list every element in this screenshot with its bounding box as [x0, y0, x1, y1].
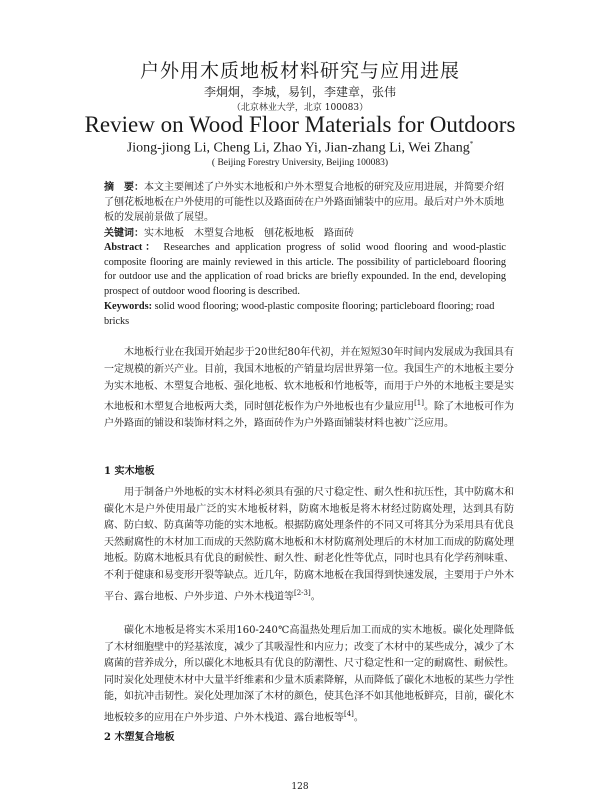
paragraph-text: 碳化木地板是将实木采用160-240℃高温热处理后加工而成的实木地板。碳化处理降低了木材细胞壁中的羟基浓度，减少了其吸湿性和内应力；改变了木材中的某些成分，减少了木腐菌的营养成分，所以碳化木地板具有优良的防潮性、尺寸稳定性和一定的耐腐性、耐候性。同时炭化处理使木材中大量半纤维素和少量木质素降解，从而降低了碳化木地板的某些力学性能，如抗冲击韧性。炭化处理加深了木材的颜色，使其色泽不如其他地板鲜亮，目前，碳化木地板较多的应用在户外步道、户外木栈道、露台地板等 [104, 625, 514, 724]
intro-paragraph [104, 344, 514, 432]
page-number: 128 [291, 782, 309, 792]
paper-title-en: Review on Wood Floor Materials for Outdoors [84, 112, 516, 137]
affiliation-en: ( Beijing Forestry University, Beijing 100083) [211, 158, 389, 168]
section-heading-2: 2 木塑复合地板 [104, 732, 175, 743]
paragraph-text: 用于制备户外地板的实木材料必须具有强的尺寸稳定性、耐久性和抗压性，其中防腐木和碳化木是户外使用最广泛的实木地板材料，防腐木地板是将木材经过防腐处理，达到具有防腐、防白蚁、防真菌等功能的实木地板。根据防腐处理条件的不同又可将其分为采用具有优良天然耐腐性的木材加工而成的天然防腐木地板和木材防腐剂处理后的木材加工而成的防腐处理地板。防腐木地板具有优良的耐候性、耐久性、耐老化性等优点，同时也具有化学药剂味重、不利于健康和易变形开裂等缺点。近几年，防腐木地板在我国得到快速发展，主要用于户外木平台、露台地板、户外步道、户外木栈道等 [104, 487, 514, 602]
paper-title-cn: 户外用木质地板材料研究与应用进展 [139, 60, 460, 82]
paragraph-text-tail: 。 [310, 590, 321, 602]
citation-ref: [1] [414, 399, 424, 407]
authors-en: Jiong-jiong Li, Cheng Li, Zhao Yi, Jian-zhang Li, Wei Zhang [126, 140, 470, 156]
paragraph-text-tail: 。 [353, 712, 364, 724]
keywords-cn [104, 226, 504, 241]
intro-text-tail: 。除了木地板可作为户外路面的铺设和装饰材料之外，路面砖作为户外路面铺装材料也被广泛应用。 [104, 401, 515, 430]
authors-en-line [0, 140, 600, 157]
keywords-en-label: Keywords: [104, 301, 153, 312]
affiliation-cn: （北京林业大学，北京 100083） [231, 103, 369, 113]
abstract-en-text: Researches and application progress of solid wood flooring and wood-plastic composite flooring are mainly reviewed in this article. The possibility of particleboard flooring for outdoor use and the application of road bricks are briefly expounded. In the end, developing prospect of outdoor wood flooring is described. [104, 242, 506, 297]
abstract-cn-label: 摘 要： [104, 182, 144, 193]
intro-text: 木地板行业在我国开始起步于20世纪80年代初，并在短短30年时间内发展成为我国具有一定规模的新兴产业。目前，我国木地板的产销量均居世界第一位。我国生产的木地板主要分为实木地板、木塑复合地板、强化地板、软木地板和竹地板等，而用于户外的木地板主要是实木地板和木塑复合地板两大类，同时刨花板作为户外地板也有少量应用 [104, 347, 514, 413]
keywords-cn-label: 关键词： [104, 228, 144, 239]
keywords-en-text: solid wood flooring; wood-plastic composite flooring; particleboard flooring; road bricks [104, 301, 495, 327]
abstract-en-label: Abstract： [104, 242, 159, 253]
abstract-en [104, 241, 506, 299]
body-paragraph-1 [104, 485, 514, 605]
keywords-en [104, 300, 506, 329]
section-heading-1: 1 实木地板 [104, 466, 155, 477]
abstract-cn-text: 本文主要阐述了户外实木地板和户外木塑复合地板的研究及应用进展，并简要介绍了刨花板地板在户外使用的可能性以及路面砖在户外路面铺装中的应用。最后对户外木质地板的发展前景做了展望。 [104, 182, 504, 223]
body-paragraph-2 [104, 623, 514, 727]
citation-ref: [2-3] [294, 588, 311, 597]
keywords-cn-text: 实木地板 木塑复合地板 刨花板地板 路面砖 [144, 228, 354, 239]
citation-ref: [4] [344, 709, 354, 718]
abstract-cn [104, 180, 504, 225]
authors-cn: 李炯炯，李城，易钊，李建章，张伟 [203, 85, 396, 99]
corresponding-mark: * [469, 140, 474, 148]
